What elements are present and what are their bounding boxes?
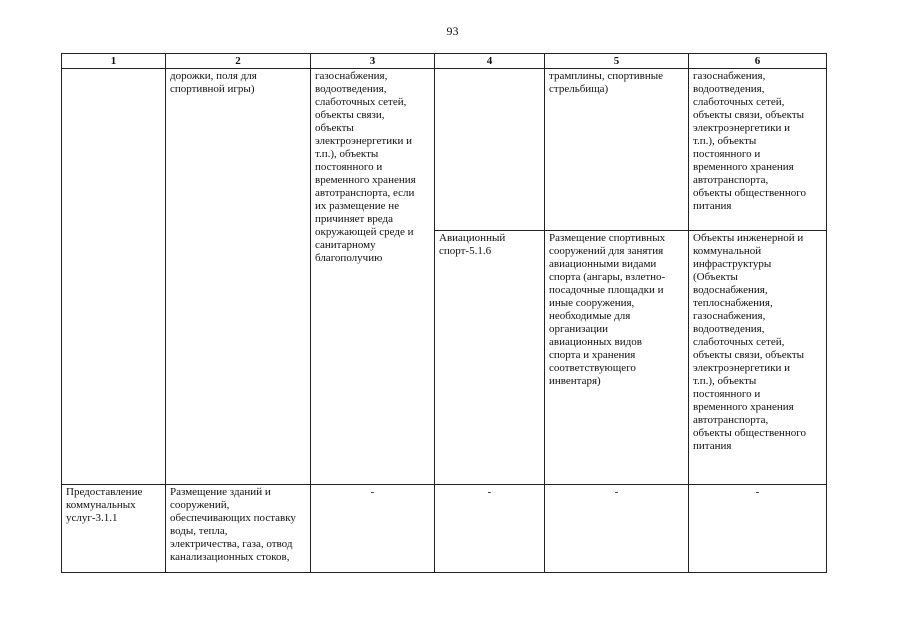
page-number: 93 [446,24,459,38]
cell-r2-c6: - [689,485,827,573]
table-row [62,69,827,231]
cell-r2-c5: - [545,485,689,573]
column-header-2: 2 [166,54,311,69]
cell-r1-c6-bottom: Объекты инженерной и коммунальной инфраструктуры (Объекты водоснабжения, теплоснабжения, газоснабжения, водоотведения, слаботочных сетей, объекты связи, объекты электроэнергетики и т.п.), объекты постоянного и временного хранения автотранспорта, объекты общественного питания [689,231,827,485]
table-row [62,485,827,573]
cell-r1-c5-bottom: Размещение спортивных сооружений для занятия авиационными видами спорта (ангары, взлетно- посадочные площадки и иные сооружения, необходимые для организации авиационных видов спорта и хранения соответствующего инвентаря) [545,231,689,485]
column-header-5: 5 [545,54,689,69]
cell-r1-c5-top: трамплины, спортивные стрельбища) [545,69,689,231]
cell-r2-c4: - [435,485,545,573]
cell-r1-c4-bottom: Авиационный спорт-5.1.6 [435,231,545,485]
column-header-4: 4 [435,54,545,69]
cell-r1-c4-top [435,69,545,231]
cell-r1-c3: газоснабжения, водоотведения, слаботочных сетей, объекты связи, объекты электроэнергетики и т.п.), объекты постоянного и временного хранения автотранспорта, если их размещение не причиняет вреда окружающей среде и санитарному благополучию [311,69,435,485]
cell-r2-c1: Предоставление коммунальных услуг-3.1.1 [62,485,166,573]
header-row [62,54,827,69]
cell-r1-c2: дорожки, поля для спортивной игры) [166,69,311,485]
column-header-6: 6 [689,54,827,69]
column-header-3: 3 [311,54,435,69]
cell-r1-c1 [62,69,166,485]
land-use-table [61,53,827,573]
cell-r2-c2: Размещение зданий и сооружений, обеспечивающих поставку воды, тепла, электричества, газа, отвод канализационных стоков, [166,485,311,573]
cell-r1-c6-top: газоснабжения, водоотведения, слаботочных сетей, объекты связи, объекты электроэнергетики и т.п.), объекты постоянного и временного хранения автотранспорта, объекты общественного питания [689,69,827,231]
cell-r2-c3: - [311,485,435,573]
column-header-1: 1 [62,54,166,69]
